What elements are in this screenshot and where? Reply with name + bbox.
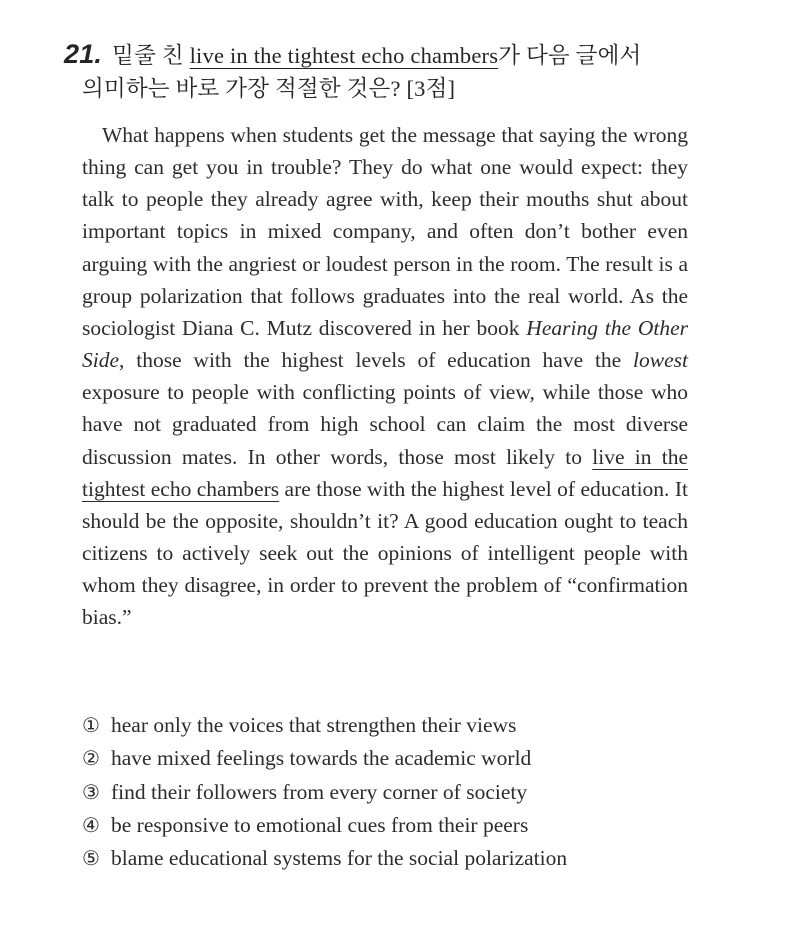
question-line-2: 의미하는 바로 가장 적절한 것은? [3점]	[82, 76, 456, 101]
question-header	[64, 38, 704, 105]
choice-4-text: be responsive to emotional cues from their peers	[111, 812, 529, 837]
choice-2-mark: ②	[82, 746, 100, 771]
choice-2-text: have mixed feelings towards the academic world	[111, 746, 532, 771]
question-line-1	[64, 38, 704, 72]
choice-1-text: hear only the voices that strengthen their views	[111, 713, 517, 737]
choice-5-mark: ⑤	[82, 846, 100, 871]
book-title: Hearing the Other Side	[82, 315, 688, 373]
choice-4-mark: ④	[82, 812, 100, 837]
passage	[82, 119, 688, 634]
question-underlined-phrase: live in the tightest echo chambers	[189, 43, 499, 68]
choice-5[interactable]	[82, 842, 702, 875]
choice-3[interactable]	[82, 776, 702, 809]
passage-text-1: What happens when students get the message that saying the wrong thing can get you in trouble? They do what one would expect: they talk to people they already agree with, keep their mouths shut about important topics in mixed company, and often don’t bother even arguing with the angriest or loudest person in the room. The result is a group polarization that follows graduates into the real world. As the sociologist Diana C. Mutz discovered in her book	[82, 123, 688, 340]
passage-text-4: are those with the highest level of education. It should be the opposite, shouldn’t it? A good education ought to teach citizens to actively seek out the opinions of intelligent people with whom they disagree, in order to prevent the problem of “confirmation bias.”	[82, 476, 688, 630]
choice-3-mark: ③	[82, 779, 100, 804]
choice-2[interactable]	[82, 742, 702, 775]
choice-3-text: find their followers from every corner of society	[111, 779, 528, 804]
question-suffix: 가 다음 글에서	[498, 43, 642, 68]
passage-text-2: , those with the highest levels of education have the	[119, 348, 634, 373]
question-prefix: 밑줄 친	[112, 43, 190, 68]
choice-1[interactable]	[82, 709, 702, 742]
emphasis-lowest: lowest	[633, 348, 688, 373]
choice-1-mark: ①	[82, 713, 100, 737]
choice-5-text: blame educational systems for the social polarization	[111, 846, 568, 871]
choice-4[interactable]	[82, 809, 702, 842]
passage-underlined-phrase: live in the tightest echo chambers	[82, 444, 688, 501]
question-number: 21.	[64, 39, 103, 69]
passage-text-3: exposure to people with conflicting points of view, while those who have not graduated from high school can claim the most diverse discussion mates. In other words, those most likely to	[82, 380, 688, 469]
answer-choices	[82, 709, 702, 875]
